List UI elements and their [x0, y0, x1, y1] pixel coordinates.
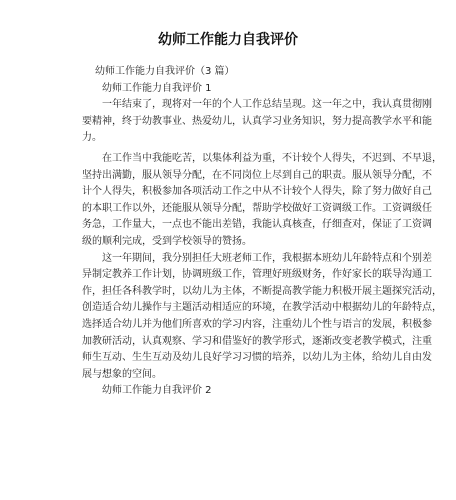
paragraph-line: 务急，工作量大，一点也不能出差错，我能认真核查，仔细查对，保证了工资调	[82, 219, 432, 231]
paragraph-line: 展与想象的空间。	[82, 368, 162, 380]
paragraph-1	[82, 97, 432, 147]
paragraph-line: 力。	[82, 132, 102, 144]
paragraph-line: 这一年期间，我分别担任大班老师工作，我根据本班幼儿年龄特点和个别差	[102, 252, 432, 264]
paragraph-line: 选择适合幼儿并为他们所喜欢的学习内容，注重幼儿个性与语言的发展，积极参	[82, 318, 432, 330]
paragraph-line: 一年结束了，现将对一年的个人工作总结呈现。这一年之中，我认真贯彻刚	[102, 99, 432, 111]
paragraph-line: 计个人得失，积极参加各项活动工作之中从不计较个人得失，除了努力做好自己	[82, 186, 432, 198]
paragraph-3	[82, 251, 442, 384]
paragraph-line: 要精神，终于幼教事业、热爱幼儿，认真学习业务知识，努力提高教学水平和能	[82, 115, 432, 127]
document-subtitle: 幼师工作能力自我评价（3 篇）	[95, 66, 235, 77]
paragraph-line: 师生互动、生生互动及幼儿良好学习习惯的培养，以幼儿为主体，给幼儿自由发	[82, 352, 432, 364]
paragraph-line: 异制定教养工作计划，协调班级工作，管理好班级财务，作好家长的联导沟通工	[82, 269, 432, 281]
section-heading-1: 幼师工作能力自我评价 1	[102, 82, 212, 94]
document-title: 幼师工作能力自我评价	[158, 32, 298, 48]
section-heading-2: 幼师工作能力自我评价 2	[102, 385, 212, 397]
paragraph-line: 的本职工作以外，还能服从领导分配，帮助学校做好工资调级工作。工资调级任	[82, 202, 432, 214]
paragraph-line: 创造适合幼儿操作与主题活动相适应的环境，在教学活动中根据幼儿的年龄特点，	[82, 302, 442, 314]
paragraph-line: 级的顺利完成，受到学校领导的赞扬。	[82, 235, 252, 247]
document-body	[82, 64, 442, 400]
paragraph-line: 在工作当中我能吃苦，以集体利益为重，不计较个人得失，不迟到、不早退，	[102, 152, 442, 164]
paragraph-line: 作，担任各科教学时，以幼儿为主体，不断提高教学能力积极开展主题探究活动，	[82, 285, 442, 297]
paragraph-2	[82, 151, 442, 251]
paragraph-line: 加教研活动，认真观察、学习和借鉴好的教学形式，逐渐改变老教学模式，注重	[82, 335, 432, 347]
paragraph-line: 坚持出满勤，服从领导分配，在不同岗位上尽到自己的职责。服从领导分配，不	[82, 169, 432, 181]
